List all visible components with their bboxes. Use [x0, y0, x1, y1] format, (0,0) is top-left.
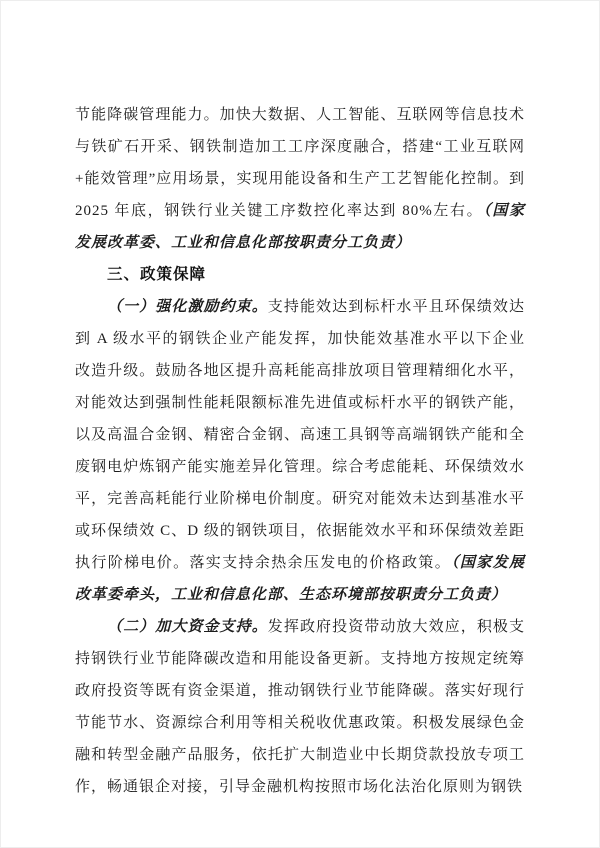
- policy-paragraph-1-body: 支持能效达到标杆水平且环保绩效达到 A 级水平的钢铁企业产能发挥，加快能效基准水平以下企业改造升级。鼓励各地区提升高耗能高排放项目管理精细化水平，对能效达到强制性能耗限额标准先进值或标杆水平的钢铁产能，以及高温合金钢、精密合金钢、高速工具钢等高端钢铁产能和全废钢电炉炼钢产能实施差异化管理。综合考虑能耗、环保绩效水平，完善高耗能行业阶梯电价制度。研究对能效未达到基准水平或环保绩效 C、D 级的钢铁项目，依据能效水平和环保绩效差距执行阶梯电价。落实支持余热余压发电的价格政策。: [75, 299, 525, 571]
- responsibility-attribution: （国家发展改革委、工业和信息化部按职责分工负责）: [75, 203, 525, 251]
- responsibility-attribution: （国家发展改革委牵头，工业和信息化部、生态环境部按职责分工负责）: [75, 555, 525, 603]
- policy-paragraph-2-body: 发挥政府投资带动放大效应，积极支持钢铁行业节能降碳改造和用能设备更新。支持地方按规定统筹政府投资等既有资金渠道，推动钢铁行业节能降碳。落实好现行节能节水、资源综合利用等相关税收优惠政策。积极发展绿色金融和转型金融产品服务，依托扩大制造业中长期贷款投放专项工作，畅通银企对接，引导金融机构按照市场化法治化原则为钢铁: [75, 619, 525, 795]
- continuation-paragraph-body: 节能降碳管理能力。加快大数据、人工智能、互联网等信息技术与铁矿石开采、钢铁制造加工工序深度融合，搭建“工业互联网+能效管理”应用场景，实现用能设备和生产工艺智能化控制。到 2025 年底，钢铁行业关键工序数控化率达到 80%左右。: [75, 107, 525, 219]
- policy-paragraph-2: [75, 611, 525, 803]
- continuation-paragraph: [75, 99, 525, 259]
- section-heading: 三、政策保障: [107, 266, 207, 283]
- policy-paragraph-2-lead: （二）加大资金支持。: [107, 619, 268, 635]
- policy-paragraph-1: [75, 291, 525, 611]
- policy-paragraph-1-lead: （一）强化激励约束。: [107, 299, 268, 315]
